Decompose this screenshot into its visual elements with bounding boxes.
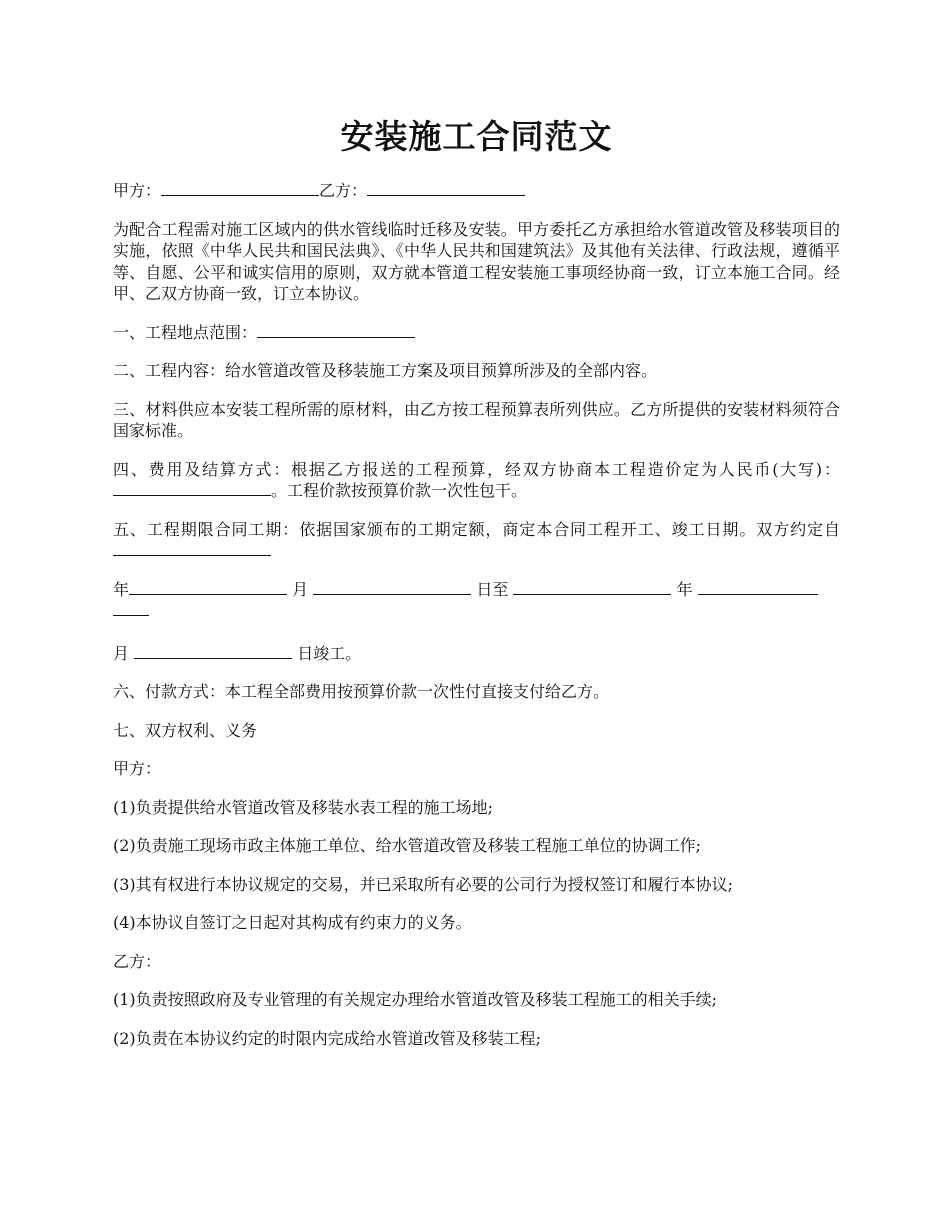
end-year-blank-cont [113,600,149,616]
party-b-label: 乙方： [319,181,368,200]
location-blank[interactable] [257,322,415,338]
start-day-blank[interactable] [513,579,671,595]
date-end-label: 日竣工。 [297,643,362,663]
date-month-label: 月 [292,579,309,599]
clause-6: 六、付款方式：本工程全部费用按预算价款一次性付直接支付给乙方。 [113,682,610,701]
date-year2-label: 年 [676,579,693,599]
start-month-blank[interactable] [313,579,471,595]
clause-7: 七、双方权利、义务 [113,720,258,740]
party-a-blank[interactable] [161,180,319,196]
start-year-blank[interactable] [129,579,287,595]
party-a-label: 甲方： [113,181,162,200]
clause-4-tail: 。工程价款按预算价款一次性包干。 [271,481,528,500]
clause-2: 二、工程内容：给水管道改管及移装施工方案及项目预算所涉及的全部内容。 [113,361,658,380]
intro-paragraph: 为配合工程需对施工区域内的供水管线临时迁移及安装。甲方委托乙方承担给水管道改管及移装项目的实施，依照《中华人民共和国民法典》、《中华人民共和国建筑法》及其他有关法律、行政法规，遵循平等、自愿、公平和诚实信用的原则，双方就本管道工程安装施工事项经协商一致，订立本施工合同。经甲、乙双方协商一致，订立本协议。 [113,219,840,303]
price-blank[interactable] [113,480,271,496]
date-year-label: 年 [113,579,130,599]
clause-4-text: 四、费用及结算方式：根据乙方报送的工程预算，经双方协商本工程造价定为人民币(大写)： [113,459,840,479]
party-b-blank[interactable] [367,180,525,196]
party-a-duty: (4)本协议自签订之日起对其构成有约束力的义务。 [113,913,472,932]
clause-4 [113,459,840,502]
party-b-duty: (1)负责按照政府及专业管理的有关规定办理给水管道改管及移装工程施工的相关手续; [113,990,718,1009]
party-b-duties-heading: 乙方： [113,951,162,971]
date-day-to-label: 日至 [476,579,509,599]
clause-5-text: 五、工程期限合同工期：依据国家颁布的工期定额，商定本合同工程开工、竣工日期。双方约定自 [113,519,840,539]
party-a-duty: (3)其有权进行本协议规定的交易，并已采取所有必要的公司行为授权签订和履行本协议; [113,874,734,894]
end-year-blank[interactable] [698,579,818,595]
date-month2-label: 月 [113,643,130,663]
document-title: 安装施工合同范文 [340,117,613,156]
party-a-duty: (1)负责提供给水管道改管及移装水表工程的施工场地; [113,797,494,817]
document-page [113,112,840,1066]
party-a-duties-heading: 甲方： [113,759,162,778]
parties-line [113,180,840,202]
clause-3: 三、材料供应本安装工程所需的原材料，由乙方按工程预算表所列供应。乙方所提供的安装材料须符合国家标准。 [113,399,840,440]
party-b-duty: (2)负责在本协议约定的时限内完成给水管道改管及移装工程; [113,1028,542,1048]
start-blank[interactable] [113,540,271,556]
party-a-duty: (2)负责施工现场市政主体施工单位、给水管道改管及移装工程施工单位的协调工作; [113,836,702,855]
clause-1-label: 一、工程地点范围： [113,322,258,342]
clause-5 [113,519,840,562]
end-month-blank[interactable] [134,643,292,659]
end-date-line [113,643,840,665]
date-line [113,579,840,622]
clause-1 [113,322,840,344]
